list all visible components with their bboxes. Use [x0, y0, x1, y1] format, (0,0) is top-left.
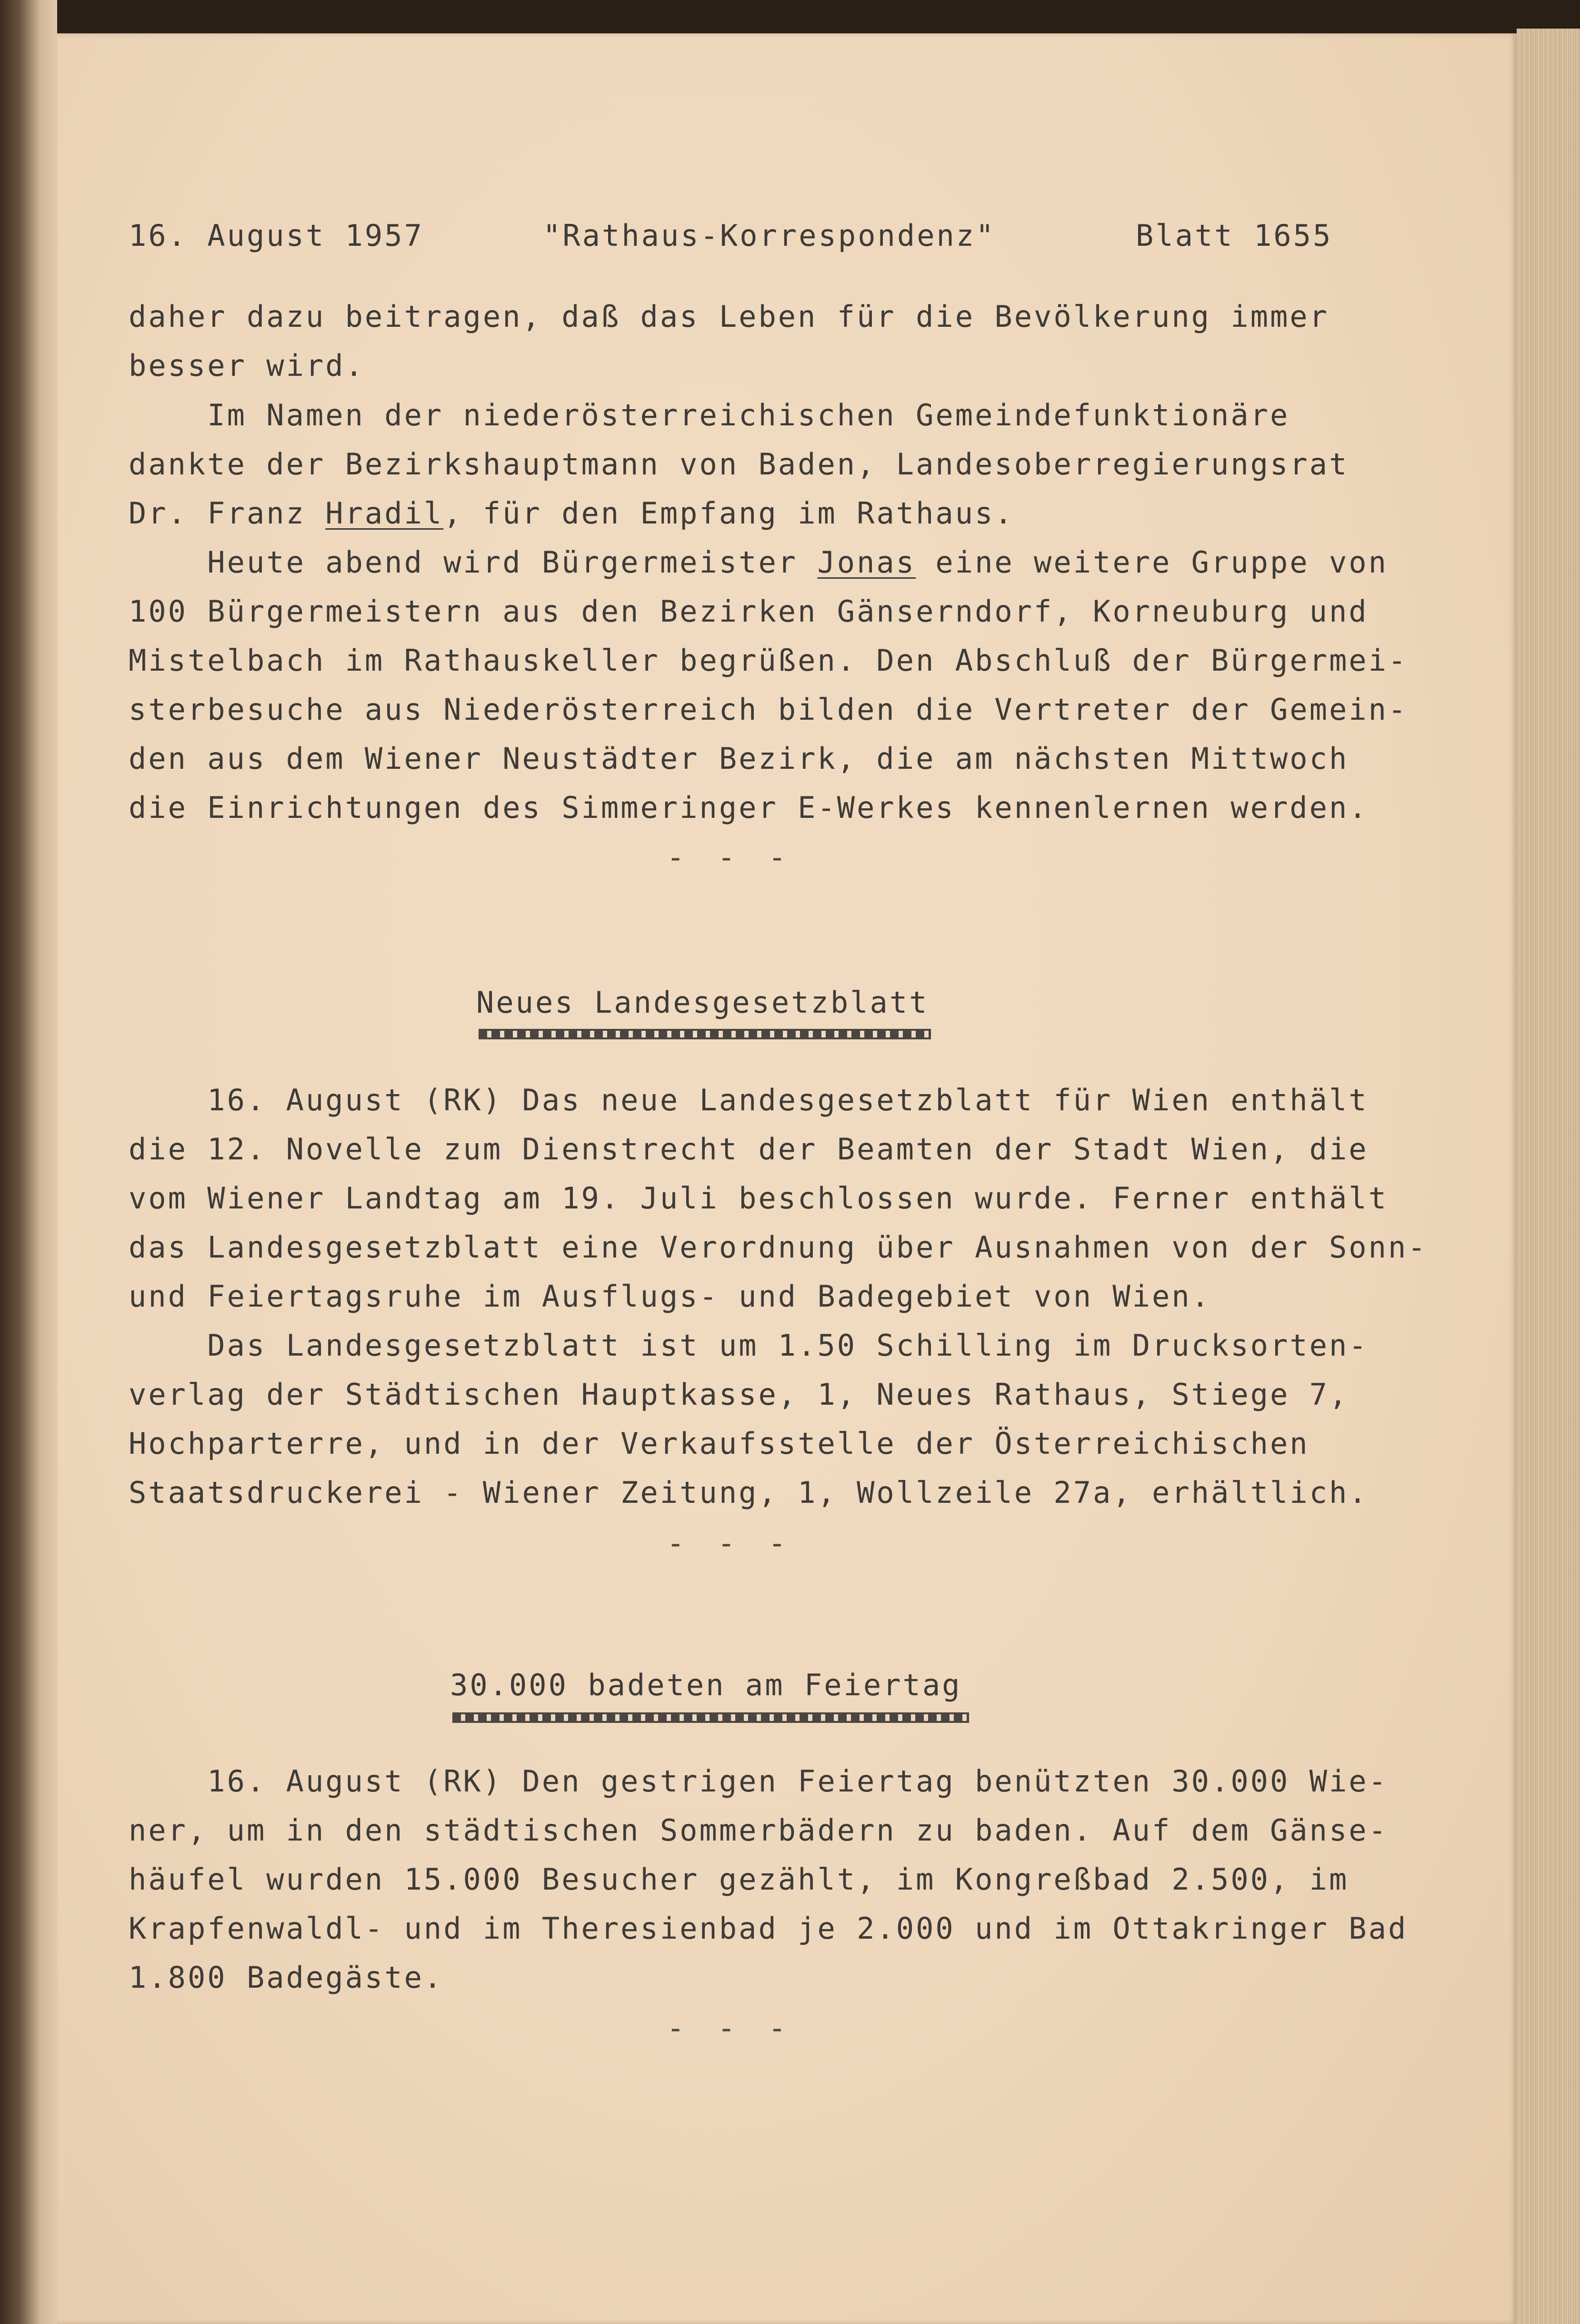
text-line: dankte der Bezirkshauptmann von Baden, Landesoberregierungsrat	[129, 447, 1349, 482]
text-segment: Dr. Franz	[129, 496, 326, 531]
text-segment: eine weitere Gruppe von	[916, 545, 1388, 580]
underlined-name-jonas: Jonas	[817, 545, 916, 580]
section-separator: - - -	[667, 1526, 794, 1560]
text-segment: Heute abend wird Bürgermeister	[129, 545, 818, 580]
text-line: sterbesuche aus Niederösterreich bilden die Vertreter der Gemein-	[129, 692, 1408, 727]
book-binding	[0, 0, 57, 2324]
text-line: daher dazu beitragen, daß das Leben für die Bevölkerung immer	[129, 299, 1329, 334]
text-segment: , für den Empfang im Rathaus.	[443, 496, 1014, 531]
text-line	[129, 494, 1014, 533]
text-line: das Landesgesetzblatt eine Verordnung über Ausnahmen von der Sonn-	[129, 1230, 1428, 1265]
page-stack-edge	[1517, 29, 1580, 2324]
header-source: "Rathaus-Korrespondenz"	[543, 218, 996, 253]
text-line: Im Namen der niederösterreichischen Gemeindefunktionäre	[129, 398, 1290, 433]
article-title: Neues Landesgesetzblatt	[476, 985, 929, 1020]
underlined-name-hradil: Hradil	[325, 496, 444, 531]
title-double-underline	[479, 1029, 931, 1039]
article-title: 30.000 badeten am Feiertag	[450, 1668, 962, 1702]
text-line: die Einrichtungen des Simmeringer E-Werkes kennenlernen werden.	[129, 790, 1369, 825]
header-sheet-number: Blatt 1655	[1136, 218, 1333, 253]
text-line	[129, 543, 1388, 582]
text-line: Krapfenwaldl- und im Theresienbad je 2.000 und im Ottakringer Bad	[129, 1911, 1408, 1946]
section-separator: - - -	[667, 2011, 794, 2045]
text-line: vom Wiener Landtag am 19. Juli beschlossen wurde. Ferner enthält	[129, 1181, 1388, 1216]
text-line: 1.800 Badegäste.	[129, 1960, 444, 1995]
text-line: Das Landesgesetzblatt ist um 1.50 Schilling im Drucksorten-	[129, 1328, 1369, 1363]
text-line: und Feiertagsruhe im Ausflugs- und Badegebiet von Wien.	[129, 1279, 1211, 1314]
text-line: 100 Bürgermeistern aus den Bezirken Gänserndorf, Korneuburg und	[129, 594, 1369, 629]
text-line: häufel wurden 15.000 Besucher gezählt, im Kongreßbad 2.500, im	[129, 1862, 1349, 1897]
text-line: 16. August (RK) Den gestrigen Feiertag benützten 30.000 Wie-	[129, 1764, 1388, 1799]
text-line: den aus dem Wiener Neustädter Bezirk, die am nächsten Mittwoch	[129, 741, 1349, 776]
text-line: ner, um in den städtischen Sommerbädern zu baden. Auf dem Gänse-	[129, 1813, 1388, 1848]
text-line: besser wird.	[129, 348, 365, 383]
text-line: die 12. Novelle zum Dienstrecht der Beamten der Stadt Wien, die	[129, 1132, 1369, 1167]
text-line: Staatsdruckerei - Wiener Zeitung, 1, Wollzeile 27a, erhältlich.	[129, 1475, 1369, 1510]
text-line: Mistelbach im Rathauskeller begrüßen. Den Abschluß der Bürgermei-	[129, 643, 1408, 678]
title-double-underline	[452, 1712, 969, 1723]
text-line: verlag der Städtischen Hauptkasse, 1, Neues Rathaus, Stiege 7,	[129, 1377, 1349, 1412]
text-line: Hochparterre, und in der Verkaufsstelle der Österreichischen	[129, 1426, 1310, 1461]
section-separator: - - -	[667, 840, 794, 875]
header-date: 16. August 1957	[129, 218, 424, 253]
text-line: 16. August (RK) Das neue Landesgesetzblatt für Wien enthält	[129, 1083, 1369, 1117]
